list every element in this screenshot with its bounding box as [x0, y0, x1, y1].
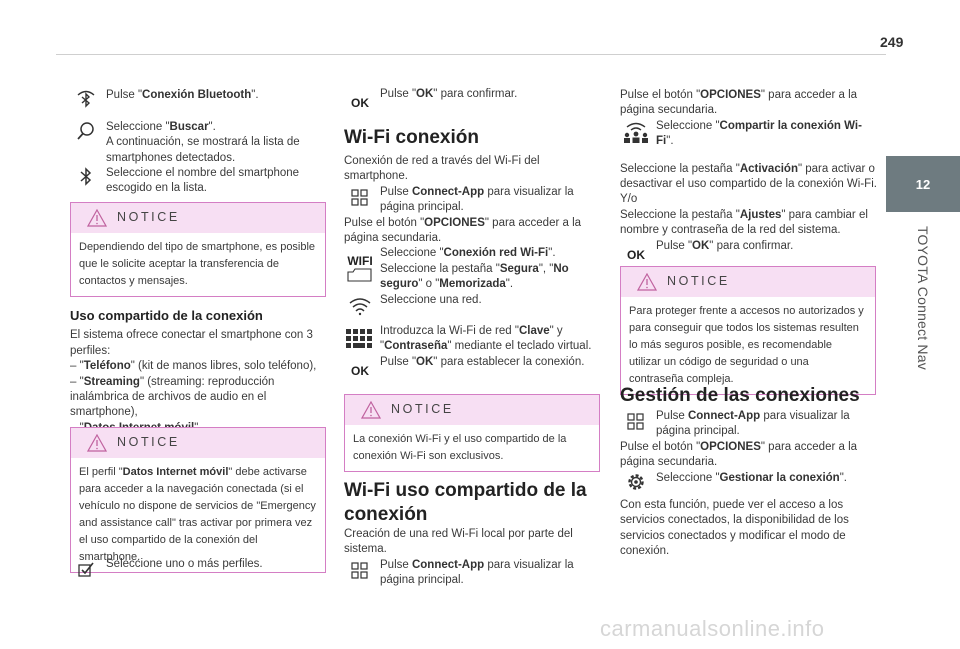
tab-icon	[346, 264, 374, 286]
confirm-step: OK Pulse "OK" para confirmar.	[344, 87, 602, 102]
watermark: carmanualsonline.info	[600, 616, 825, 641]
chapter-tab[interactable]: 12	[886, 156, 960, 212]
notice-title: NOTICE	[391, 402, 454, 417]
connect-app-icon	[622, 411, 650, 433]
warning-icon	[87, 434, 107, 452]
notice-box-1	[70, 202, 326, 297]
warning-icon	[87, 209, 107, 227]
ok-icon: OK	[351, 364, 369, 379]
notice-box-2	[70, 427, 326, 573]
warning-icon	[361, 401, 381, 419]
bluetooth-device-icon	[72, 166, 100, 188]
wifi-signal-icon	[346, 295, 374, 317]
search-step: Seleccione "Buscar". A continuación, se mostrará la lista de smartphones detectados.	[70, 120, 328, 166]
chapter-title: TOYOTA Connect Nav	[915, 226, 931, 370]
select-phone-step: Seleccione el nombre del smartphone escogido en la lista.	[70, 166, 328, 197]
notice-text: Dependiendo del tipo de smartphone, es posible que le solicite aceptar la transferencia de contactos y mensajes.	[79, 241, 316, 287]
notice-title: NOTICE	[117, 210, 180, 225]
page-number: 249	[880, 34, 904, 50]
notice-title: NOTICE	[117, 435, 180, 450]
password-step: Introduzca la Wi-Fi de red "Clave" y "Contraseña" mediante el teclado virtual.	[344, 324, 602, 355]
notice-title: NOTICE	[667, 274, 730, 289]
section-heading: Uso compartido de la conexión	[70, 308, 263, 323]
gear-icon	[622, 471, 650, 493]
connect-step: OK Pulse "OK" para establecer la conexión.	[344, 355, 602, 370]
ok-icon: OK	[351, 96, 369, 111]
share-steps: Creación de una red Wi-Fi local por parte del sistema. Pulse Connect-App para visualizar la página principal.	[344, 528, 574, 587]
bluetooth-icon	[72, 88, 100, 110]
notice-text: Para proteger frente a accesos no autorizados y para conseguir que todos los sistemas resulten lo más seguros posible, es recomendable utilizar un código de seguridad o una contraseña compleja.	[629, 305, 864, 385]
hotspot-icon	[622, 121, 650, 143]
checkbox-icon	[72, 559, 100, 581]
search-icon	[72, 120, 100, 142]
connect-app-icon	[346, 187, 374, 209]
ok-icon: OK	[627, 247, 645, 262]
notice-text: El perfil "Datos Internet móvil" debe activarse para acceder a la navegación conectada (si el vehículo no dispone de servicios de "Emergency and assistance call" tras activar por primera vez el uso compartido de la conexión del smartphone.	[79, 466, 316, 563]
share-heading: Wi-Fi uso compartido de la conexión	[344, 480, 587, 525]
warning-icon	[637, 273, 657, 291]
notice-box-4	[620, 266, 876, 395]
tab-step: Seleccione la pestaña "Segura", "No seguro" o "Memorizada".	[344, 262, 602, 293]
notice-text: La conexión Wi-Fi y el uso compartido de la conexión Wi-Fi son exclusivos.	[353, 433, 567, 462]
wifi-heading: Wi-Fi conexión	[344, 127, 479, 148]
share-options-steps: Pulse el botón "OPCIONES" para acceder a la página secundaria. Seleccione "Compartir la conexión Wi-Fi". Seleccione la pestaña "Activación" para activar o desactivar el uso compartido de la conexión Wi-Fi. Y/o Seleccione la pestaña "Ajustes" para cambiar el nombre y contraseña de la red del sistema. OK Pulse "OK" para confirmar.	[620, 88, 878, 254]
profiles-step: Seleccione uno o más perfiles.	[70, 557, 328, 572]
notice-box-3	[344, 394, 600, 472]
wifi-icon: WIFI	[347, 253, 373, 268]
bluetooth-step: Pulse "Conexión Bluetooth".	[70, 88, 328, 103]
manage-heading: Gestión de las conexiones	[620, 385, 860, 406]
wifi-steps: Conexión de red a través del Wi-Fi del smartphone. Pulse Connect-App para visualizar la página principal. Pulse el botón "OPCIONES" para acceder a la página secundaria. WIFI Seleccione "Conexión red Wi-Fi".	[344, 154, 602, 262]
select-network-step: Seleccione una red.	[344, 293, 602, 308]
connect-app-icon	[346, 560, 374, 582]
header-rule	[56, 54, 886, 55]
sharing-section: Uso compartido de la conexión El sistema ofrece conectar el smartphone con 3 perfiles: – "Teléfono" (kit de manos libres, solo teléfono), – "Streaming" (streaming: reproducción inalámbrica de archivos de audio en el smartphone),	[70, 308, 328, 436]
manage-steps: Pulse Connect-App para visualizar la página principal. Pulse el botón "OPCIONES" para acceder a la página secundaria. Seleccione "Gestionar la conexión". Con esta función, puede ver el acceso a los servicios conectados, la disponibilidad de los servicios conectados y modificar el modo de conexión.	[620, 410, 858, 558]
keyboard-icon	[346, 328, 374, 350]
